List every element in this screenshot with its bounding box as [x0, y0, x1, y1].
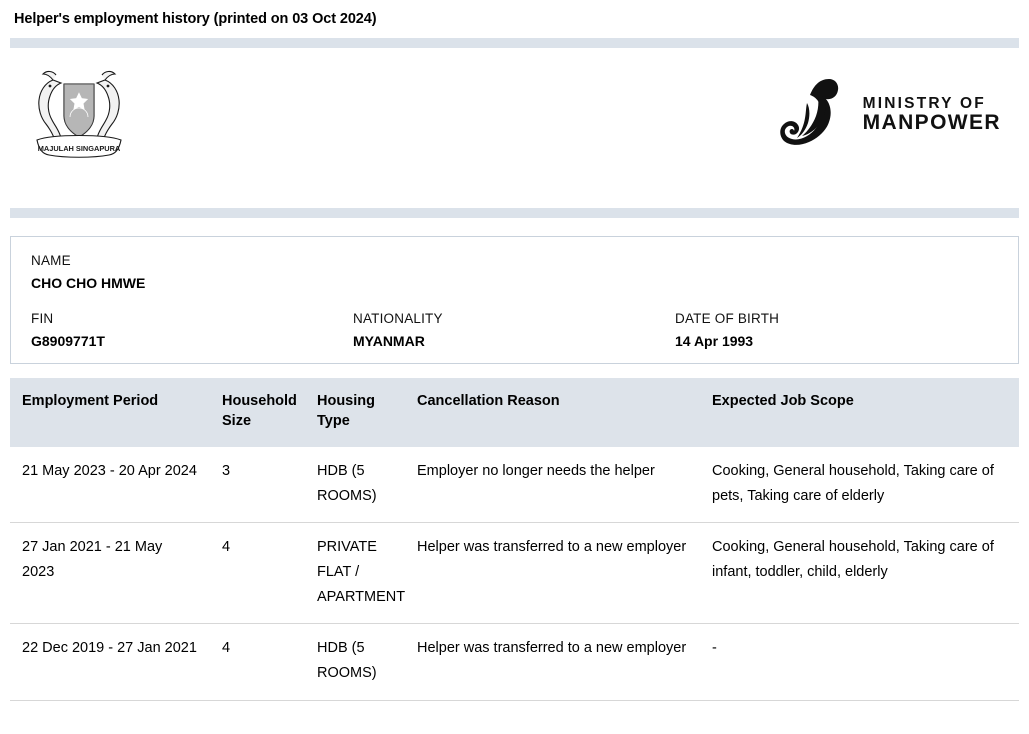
table-header-row: [10, 378, 1019, 447]
name-value: CHO CHO HMWE: [31, 275, 146, 291]
fin-value: G8909771T: [31, 333, 105, 349]
date-of-birth-label: DATE OF BIRTH: [675, 311, 780, 326]
employment-history-table: [10, 378, 1019, 701]
divider-band-top: [10, 38, 1019, 48]
cell-expected-job-scope: Cooking, General household, Taking care of infant, toddler, child, elderly: [700, 523, 1019, 624]
crest-motto-text: MAJULAH SINGAPURA: [37, 144, 121, 153]
cell-employment-period: 27 Jan 2021 - 21 May 2023: [10, 523, 210, 624]
cell-cancellation-reason: Employer no longer needs the helper: [405, 447, 700, 523]
nationality-label: NATIONALITY: [353, 311, 443, 326]
cell-cancellation-reason: Helper was transferred to a new employer: [405, 523, 700, 624]
cell-household-size: 4: [210, 624, 305, 700]
table-row: [10, 523, 1019, 624]
ministry-of-manpower-logo: [777, 73, 1001, 157]
column-header-cancellation-reason: Cancellation Reason: [405, 378, 700, 447]
nationality-field: [353, 311, 675, 349]
cell-housing-type: HDB (5 ROOMS): [305, 624, 405, 700]
singapore-state-crest-icon: [23, 60, 135, 164]
person-details-card: [10, 236, 1019, 364]
mom-logo-line1: MINISTRY OF: [862, 94, 986, 112]
column-header-employment-period: Employment Period: [10, 378, 210, 447]
name-label: NAME: [31, 253, 71, 268]
nationality-value: MYANMAR: [353, 333, 425, 349]
fin-field: [31, 311, 353, 349]
column-header-household-size: Household Size: [210, 378, 305, 447]
cell-expected-job-scope: -: [700, 624, 1019, 700]
cell-employment-period: 22 Dec 2019 - 27 Jan 2021: [10, 624, 210, 700]
cell-expected-job-scope: Cooking, General household, Taking care of pets, Taking care of elderly: [700, 447, 1019, 523]
table-row: [10, 447, 1019, 523]
cell-household-size: 3: [210, 447, 305, 523]
cell-household-size: 4: [210, 523, 305, 624]
page-title: Helper's employment history (printed on 03 Oct 2024): [14, 11, 377, 27]
date-of-birth-value: 14 Apr 1993: [675, 333, 754, 349]
document-header: [10, 48, 1019, 208]
cell-employment-period: 21 May 2023 - 20 Apr 2024: [10, 447, 210, 523]
mom-logo-line2: MANPOWER: [862, 111, 1001, 135]
table-row: [10, 624, 1019, 700]
column-header-housing-type: Housing Type: [305, 378, 405, 447]
date-of-birth-field: [675, 311, 975, 349]
cell-cancellation-reason: Helper was transferred to a new employer: [405, 624, 700, 700]
cell-housing-type: HDB (5 ROOMS): [305, 447, 405, 523]
cell-housing-type: PRIVATE FLAT / APARTMENT: [305, 523, 405, 624]
fin-label: FIN: [31, 311, 54, 326]
divider-band-middle: [10, 208, 1019, 218]
column-header-expected-job-scope: Expected Job Scope: [700, 378, 1019, 447]
ministry-of-manpower-logo-icon: [777, 73, 849, 157]
